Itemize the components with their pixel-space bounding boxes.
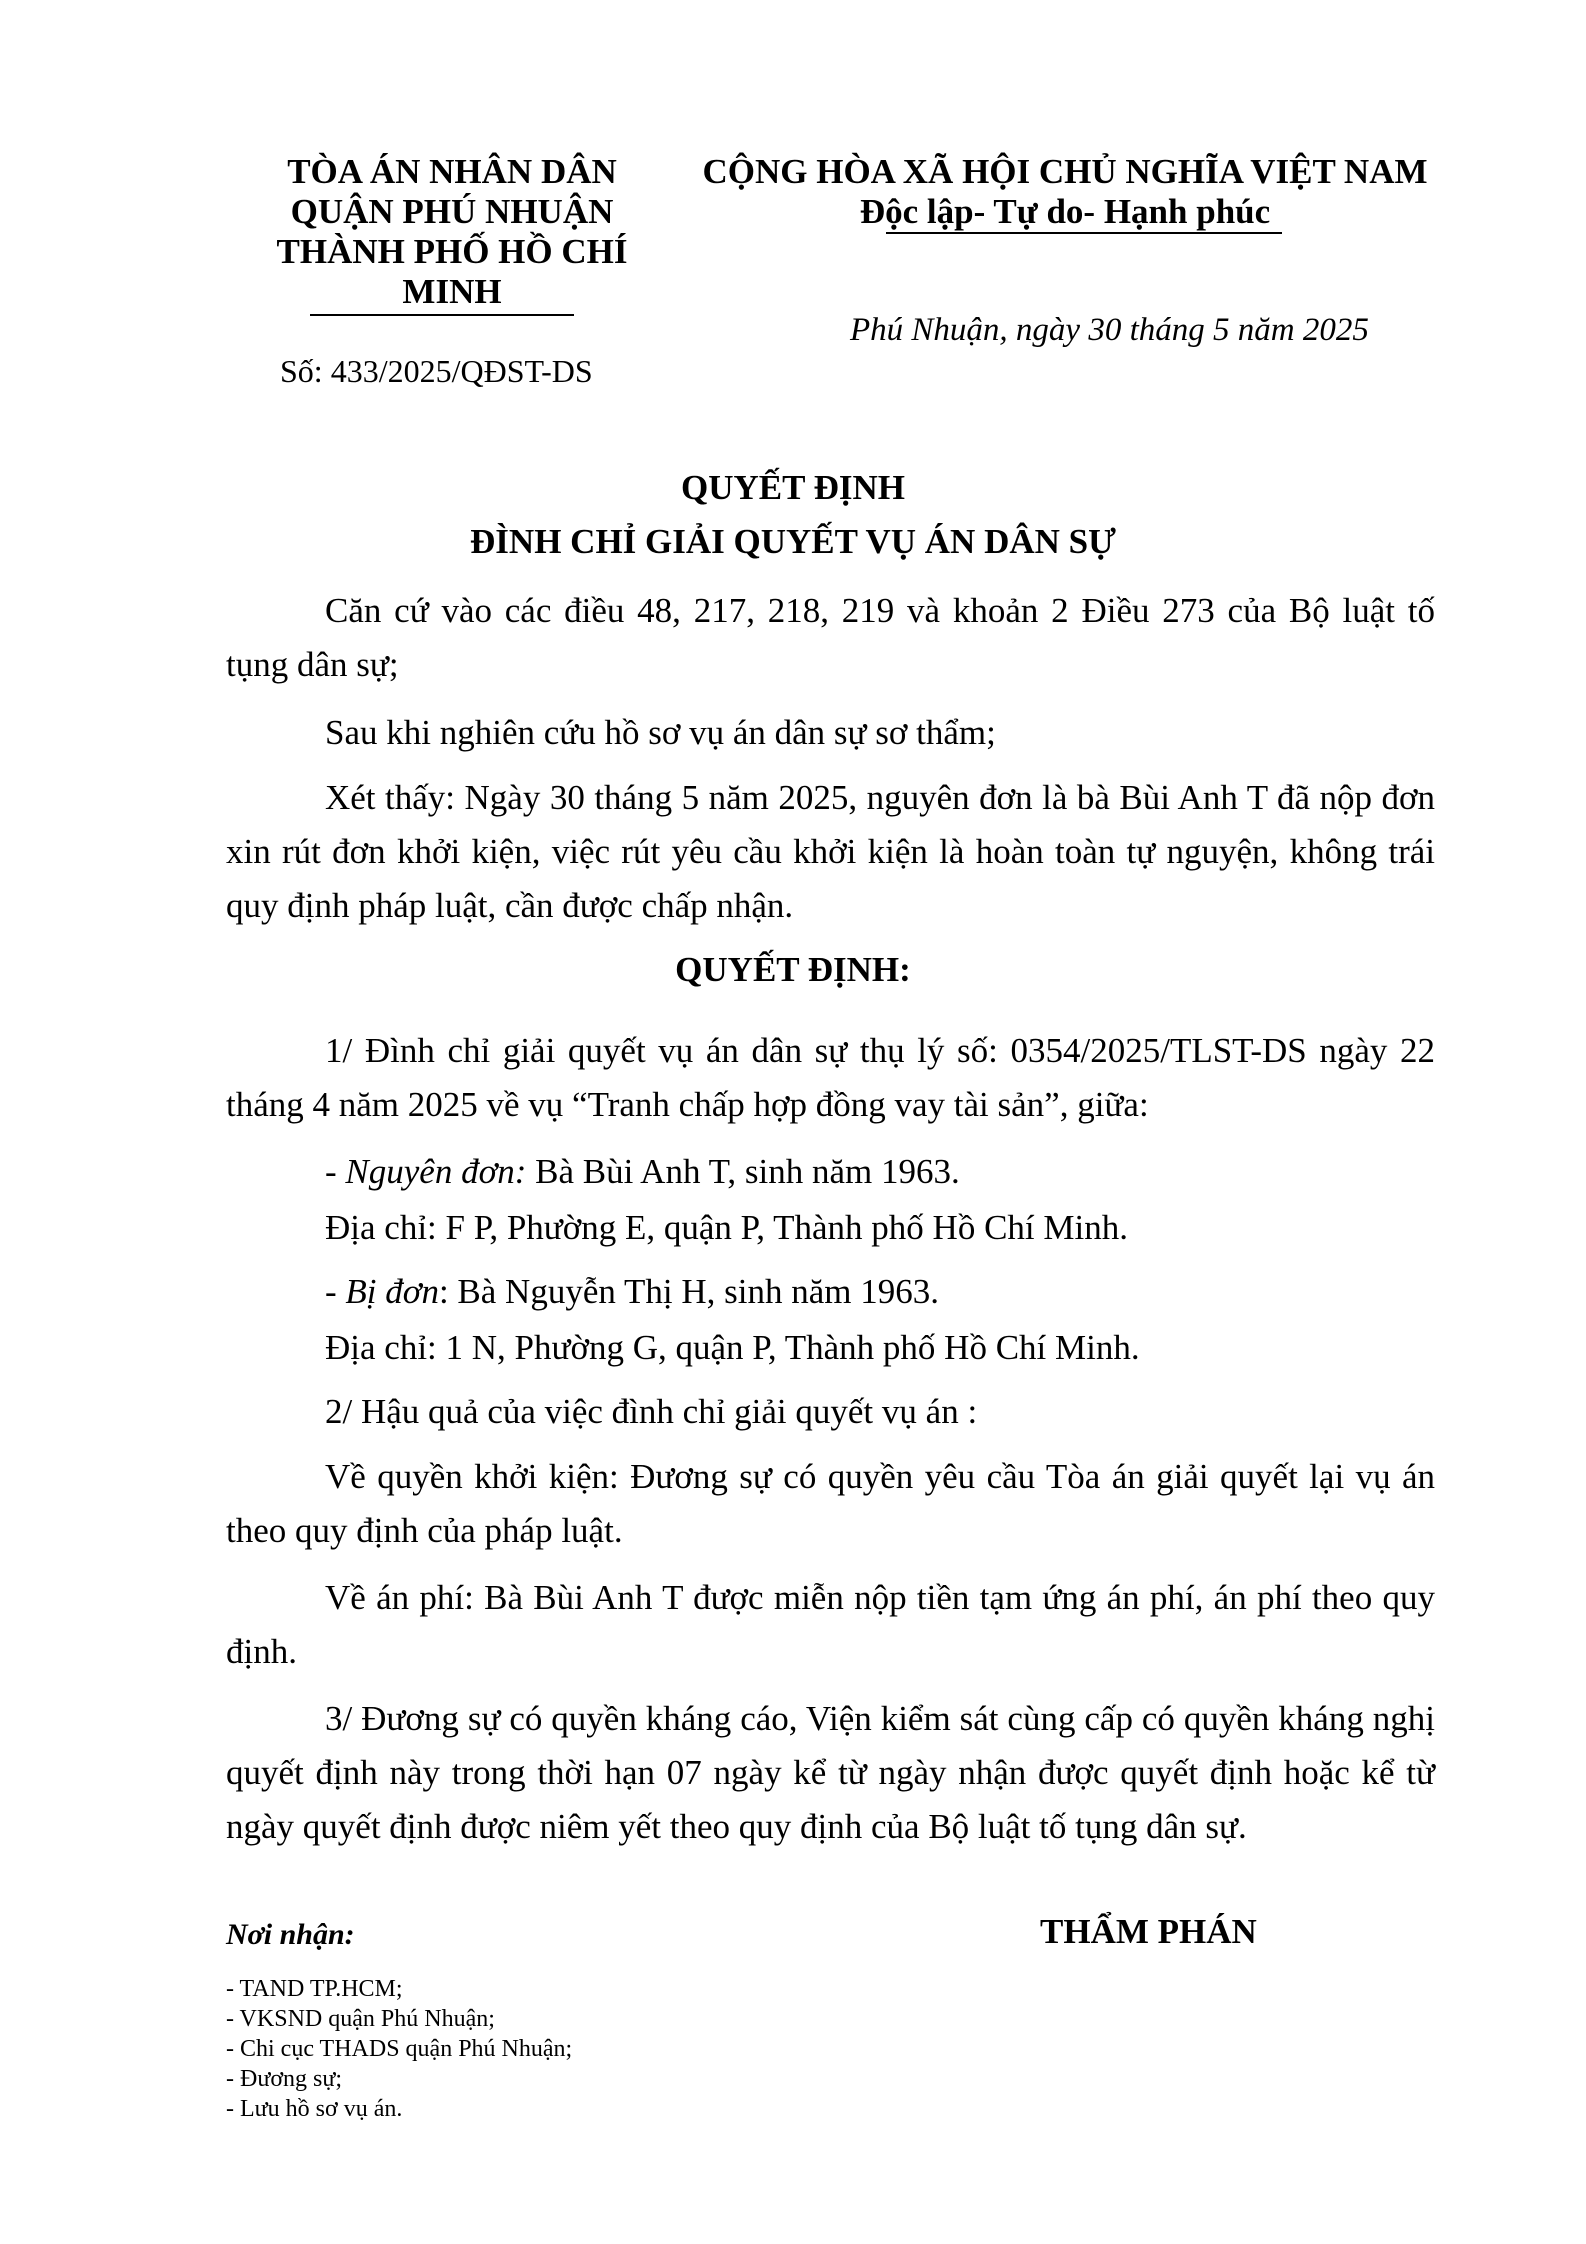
decision-item-1: 1/ Đình chỉ giải quyết vụ án dân sự thụ lý số: 0354/2025/TLST-DS ngày 22 tháng 4 năm 2025 về vụ “Tranh chấp hợp đồng vay tài sản”, giữa: [226,1031,1435,1124]
paragraph-study: Sau khi nghiên cứu hồ sơ vụ án dân sự sơ thẩm; [325,713,996,752]
title-line-1: QUYẾT ĐỊNH [681,468,905,507]
defendant-prefix: - [325,1272,346,1311]
recipient-item: - TAND TP.HCM; [226,1976,403,2002]
plaintiff-value: Bà Bùi Anh T, sinh năm 1963. [526,1152,960,1191]
defendant-line [325,1265,939,1319]
title-line-2: ĐÌNH CHỈ GIẢI QUYẾT VỤ ÁN DÂN SỰ [470,522,1116,561]
court-name-block [262,152,642,312]
plaintiff-line [325,1145,960,1199]
decision-item-2a: Về quyền khởi kiện: Đương sự có quyền yêu cầu Tòa án giải quyết lại vụ án theo quy định của pháp luật. [226,1457,1435,1550]
motto-underline [886,232,1282,234]
recipient-item: - Lưu hồ sơ vụ án. [226,2096,403,2122]
republic-name: CỘNG HÒA XÃ HỘI CHỦ NGHĨA VIỆT NAM [702,152,1428,191]
place-date: Phú Nhuận, ngày 30 tháng 5 năm 2025 [850,312,1369,348]
defendant-label: Bị đơn [345,1272,439,1311]
decision-heading: QUYẾT ĐỊNH: [675,950,911,989]
motto: Độc lập- Tự do- Hạnh phúc [859,192,1271,231]
court-name-line-3: THÀNH PHỐ HỒ CHÍ [276,232,628,271]
document-number: Số: 433/2025/QĐST-DS [280,353,593,389]
signer-title: THẨM PHÁN [1040,1912,1257,1951]
decision-item-3: 3/ Đương sự có quyền kháng cáo, Viện kiểm sát cùng cấp có quyền kháng nghị quyết định này trong thời hạn 07 ngày kể từ ngày nhận được quyết định hoặc kể từ ngày quyết định được niêm yết theo quy định của Bộ luật tố tụng dân sự. [226,1699,1435,1846]
plaintiff-label: - Nguyên đơn: [325,1152,527,1191]
recipient-item: - VKSND quận Phú Nhuận; [226,2006,495,2032]
defendant-value: : Bà Nguyễn Thị H, sinh năm 1963. [438,1272,939,1311]
recipient-item: - Chi cục THADS quận Phú Nhuận; [226,2036,573,2062]
paragraph-findings: Xét thấy: Ngày 30 tháng 5 năm 2025, nguyên đơn là bà Bùi Anh T đã nộp đơn xin rút đơn khởi kiện, việc rút yêu cầu khởi kiện là hoàn toàn tự nguyện, không trái quy định pháp luật, cần được chấp nhận. [226,778,1435,925]
recipient-item: - Đương sự; [226,2066,343,2092]
court-name-line-4: MINH [402,272,502,311]
defendant-address: Địa chỉ: 1 N, Phường G, quận P, Thành phố Hồ Chí Minh. [325,1328,1140,1367]
court-name-line-1: TÒA ÁN NHÂN DÂN [287,152,617,191]
decision-item-2: 2/ Hậu quả của việc đình chỉ giải quyết vụ án : [325,1392,978,1431]
recipients-label: Nơi nhận: [226,1918,355,1951]
plaintiff-address: Địa chỉ: F P, Phường E, quận P, Thành phố Hồ Chí Minh. [325,1208,1128,1247]
court-name-line-2: QUẬN PHÚ NHUẬN [290,192,614,231]
decision-item-2b: Về án phí: Bà Bùi Anh T được miễn nộp tiền tạm ứng án phí, án phí theo quy định. [226,1578,1435,1671]
paragraph-legal-basis: Căn cứ vào các điều 48, 217, 218, 219 và khoản 2 Điều 273 của Bộ luật tố tụng dân sự; [226,591,1435,684]
court-underline [310,314,574,316]
